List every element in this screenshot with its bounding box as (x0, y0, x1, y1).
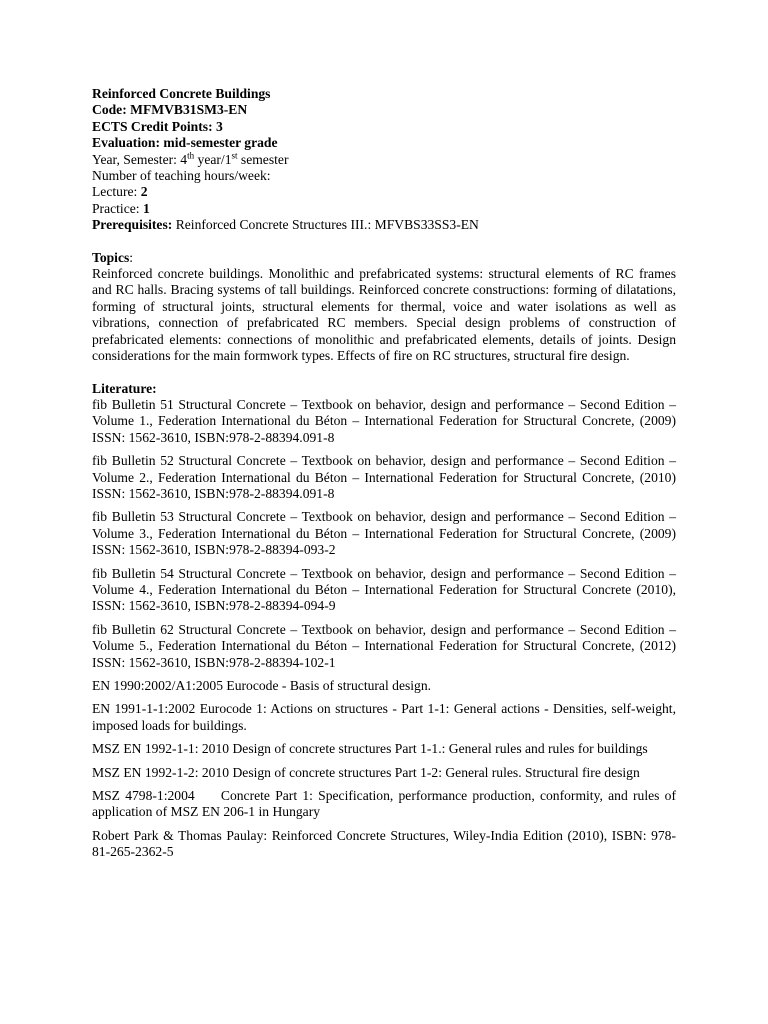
literature-item: fib Bulletin 54 Structural Concrete – Textbook on behavior, design and performance – Second Edition – Volume 4., Federation International du Béton – International Federation for Structural Concrete (2010), ISSN: 1562-3610, ISBN:978-2-88394-094-9 (92, 565, 676, 614)
literature-item: fib Bulletin 52 Structural Concrete – Textbook on behavior, design and performance – Second Edition – Volume 2., Federation International du Béton – International Federation for Structural Concrete, (2010) ISSN: 1562-3610, ISBN:978-2-88394.091-8 (92, 453, 676, 501)
literature-heading: Literature: (92, 380, 157, 396)
literature-item: Robert Park & Thomas Paulay: Reinforced Concrete Structures, Wiley-India Edition (2010), ISBN: 978-81-265-2362-5 (92, 827, 676, 860)
practice-hours: Practice: 1 (92, 200, 150, 216)
evaluation: Evaluation: mid-semester grade (92, 135, 278, 151)
lecture-hours: Lecture: 2 (92, 184, 148, 200)
literature-item: MSZ 4798-1:2004 Concrete Part 1: Specification, performance production, conformity, and rules of application of MSZ EN 206-1 in Hungary (92, 788, 680, 820)
literature-item: EN 1991-1-1:2002 Eurocode 1: Actions on structures - Part 1-1: General actions - Densities, self-weight, imposed loads for buildings. (92, 701, 676, 733)
ects-credit-points: ECTS Credit Points: 3 (92, 118, 223, 134)
prerequisites: Prerequisites: Reinforced Concrete Structures III.: MFVBS33SS3-EN (92, 217, 479, 233)
literature-item: MSZ EN 1992-1-2: 2010 Design of concrete structures Part 1-2: General rules. Structural fire design (92, 764, 640, 780)
literature-item: fib Bulletin 51 Structural Concrete – Textbook on behavior, design and performance – Second Edition – Volume 1., Federation International du Béton – International Federation for Structural Concrete, (2009) ISSN: 1562-3610, ISBN:978-2-88394.091-8 (92, 396, 676, 445)
year-semester: Year, Semester: 4th year/1st semester (92, 150, 289, 167)
topics-text: Reinforced concrete buildings. Monolithic and prefabricated systems: structural elements of RC frames and RC halls. Bracing systems of tall buildings. Reinforced concrete constructions: forming of dilatations, forming of structural joints, structural elements for thermal, voice and water isolations as well as vibrations, connection of prefabricated RC members. Special design problems of construction of prefabricated elements: connections of monolithic and prefabricated elements, details of joints. Design considerations for the main formwork types. Effects of fire on RC structures, structural fire design. (92, 266, 676, 364)
literature-item: fib Bulletin 53 Structural Concrete – Textbook on behavior, design and performance – Second Edition – Volume 3., Federation International du Béton – International Federation for Structural Concrete, (2009) ISSN: 1562-3610, ISBN:978-2-88394-093-2 (92, 509, 676, 558)
section-spacer (92, 365, 676, 381)
topics-heading: Topics: (92, 249, 134, 265)
course-title: Reinforced Concrete Buildings (92, 86, 271, 101)
course-code: Code: MFMVB31SM3-EN (92, 102, 248, 118)
literature-item: EN 1990:2002/A1:2005 Eurocode - Basis of structural design. (92, 678, 432, 693)
literature-item: MSZ EN 1992-1-1: 2010 Design of concrete structures Part 1-1.: General rules and rules for buildings (92, 741, 648, 757)
document-page (92, 86, 680, 868)
teaching-hours-label: Number of teaching hours/week: (92, 168, 271, 184)
section-spacer (92, 234, 676, 250)
literature-item: fib Bulletin 62 Structural Concrete – Textbook on behavior, design and performance – Second Edition – Volume 5., Federation International du Béton – International Federation for Structural Concrete, (2012) ISSN: 1562-3610, ISBN:978-2-88394-102-1 (92, 621, 676, 670)
